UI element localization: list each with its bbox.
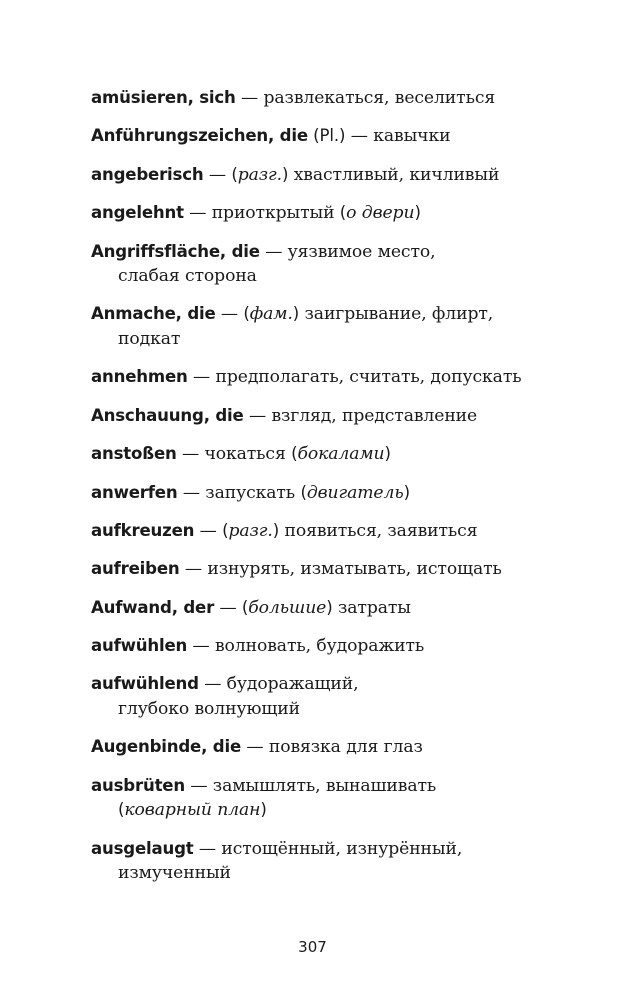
headword: aufkreuzen bbox=[91, 520, 195, 540]
translation: предполагать, считать, допускать bbox=[215, 367, 522, 388]
headword: angelehnt bbox=[91, 203, 184, 223]
headword: Anmache, die bbox=[91, 304, 216, 324]
paren-close: ) bbox=[272, 520, 280, 540]
translation-continued: подкат bbox=[118, 328, 181, 349]
glossary-entry bbox=[91, 302, 561, 351]
usage-note: двигатель bbox=[306, 482, 404, 503]
translation: взгляд, представление bbox=[271, 405, 478, 426]
glossary-entry bbox=[91, 672, 561, 721]
translation-continued: слабая сторона bbox=[118, 266, 257, 287]
paren-open: ( bbox=[300, 482, 307, 502]
headword: Aufwand, der bbox=[91, 597, 215, 617]
translation: замышлять, вынашивать bbox=[212, 775, 437, 796]
dash: — bbox=[259, 241, 288, 262]
paren-close: ) bbox=[414, 203, 421, 223]
dash: — bbox=[187, 367, 216, 388]
translation: развлекаться, веселиться bbox=[263, 88, 496, 108]
paren-open: ( bbox=[118, 800, 125, 820]
dash: — bbox=[203, 164, 232, 185]
glossary-entry bbox=[91, 365, 561, 390]
headword: Augenbinde, die bbox=[91, 737, 242, 757]
translation: появиться, заявиться bbox=[279, 520, 478, 541]
paren-open: ( bbox=[241, 597, 249, 617]
page-number: 307 bbox=[298, 938, 327, 956]
usage-note: фам. bbox=[249, 304, 293, 325]
usage-note: коварный план bbox=[124, 800, 261, 821]
glossary-entry bbox=[91, 404, 561, 429]
translation-continued: глубоко волнующий bbox=[118, 698, 300, 719]
usage-note: разг. bbox=[237, 164, 282, 185]
headword: Anführungszeichen, die bbox=[91, 126, 308, 146]
glossary-entry bbox=[91, 481, 561, 506]
glossary-entry bbox=[91, 596, 561, 621]
translation: уязвимое место, bbox=[287, 241, 436, 262]
glossary-entry bbox=[91, 163, 561, 188]
paren-close: ) bbox=[403, 482, 410, 502]
dash: — bbox=[183, 203, 212, 224]
paren-open: ( bbox=[243, 304, 250, 324]
usage-note: бокалами bbox=[297, 444, 385, 465]
dash: — bbox=[243, 405, 272, 426]
translation: заигрывание, флирт, bbox=[299, 304, 494, 325]
paren-close: ) bbox=[281, 164, 289, 184]
translation: затраты bbox=[332, 597, 411, 618]
glossary-entry bbox=[91, 634, 561, 659]
glossary-list bbox=[91, 86, 561, 900]
paren-close: ) bbox=[384, 444, 391, 464]
dash: — bbox=[184, 775, 213, 796]
glossary-entry bbox=[91, 774, 561, 823]
translation: приоткрытый bbox=[211, 203, 340, 224]
paren-close: ) bbox=[292, 304, 300, 324]
glossary-entry bbox=[91, 86, 561, 111]
dash: — bbox=[193, 838, 222, 859]
dash: — bbox=[214, 597, 242, 618]
translation: хвастливый, кичливый bbox=[288, 164, 500, 185]
headword: ausgelaugt bbox=[91, 838, 194, 858]
paren-open: ( bbox=[339, 203, 347, 223]
translation-continued: измученный bbox=[118, 863, 231, 884]
glossary-entry bbox=[91, 519, 561, 544]
headword: annehmen bbox=[91, 367, 188, 387]
usage-note: о двери bbox=[346, 203, 415, 224]
paren-open: ( bbox=[222, 520, 229, 540]
paren-open: ( bbox=[231, 164, 238, 184]
headword: amüsieren, sich bbox=[91, 88, 236, 107]
translation: чокаться bbox=[204, 444, 292, 465]
usage-note: разг. bbox=[228, 520, 273, 541]
glossary-entry bbox=[91, 735, 561, 760]
dash: — bbox=[177, 482, 206, 503]
headword: aufwühlend bbox=[91, 674, 199, 694]
grammar-note: (Pl.) bbox=[307, 126, 346, 146]
translation: запускать bbox=[205, 482, 301, 503]
headword: anwerfen bbox=[91, 482, 178, 502]
dash: — bbox=[235, 88, 264, 108]
dash: — bbox=[241, 737, 269, 758]
dash: — bbox=[176, 444, 205, 465]
glossary-entry bbox=[91, 124, 561, 149]
headword: ausbrüten bbox=[91, 775, 185, 795]
paren-close: ) bbox=[326, 597, 333, 617]
glossary-entry bbox=[91, 442, 561, 467]
headword: aufreiben bbox=[91, 559, 180, 579]
dash: — bbox=[179, 559, 208, 580]
dash: — bbox=[345, 126, 374, 147]
glossary-entry bbox=[91, 201, 561, 226]
translation: волновать, будоражить bbox=[214, 636, 425, 657]
glossary-entry bbox=[91, 557, 561, 582]
translation: кавычки bbox=[373, 126, 451, 147]
headword: Angriffsfläche, die bbox=[91, 241, 260, 261]
glossary-entry bbox=[91, 837, 561, 886]
headword: angeberisch bbox=[91, 164, 204, 184]
paren-close: ) bbox=[260, 800, 267, 820]
dash: — bbox=[215, 304, 244, 325]
headword: Anschauung, die bbox=[91, 405, 244, 425]
translation: повязка для глаз bbox=[268, 737, 423, 758]
translation: будоражащий, bbox=[226, 674, 359, 695]
usage-note: большие bbox=[248, 597, 327, 618]
dash: — bbox=[198, 674, 227, 695]
dash: — bbox=[194, 520, 223, 541]
paren-open: ( bbox=[291, 444, 298, 464]
headword: aufwühlen bbox=[91, 636, 188, 656]
translation: изнурять, изматывать, истощать bbox=[207, 559, 502, 580]
translation-continued bbox=[91, 798, 561, 823]
translation: истощённый, изнурённый, bbox=[221, 838, 463, 859]
headword: anstoßen bbox=[91, 444, 177, 464]
glossary-entry bbox=[91, 240, 561, 289]
dash: — bbox=[187, 636, 215, 657]
